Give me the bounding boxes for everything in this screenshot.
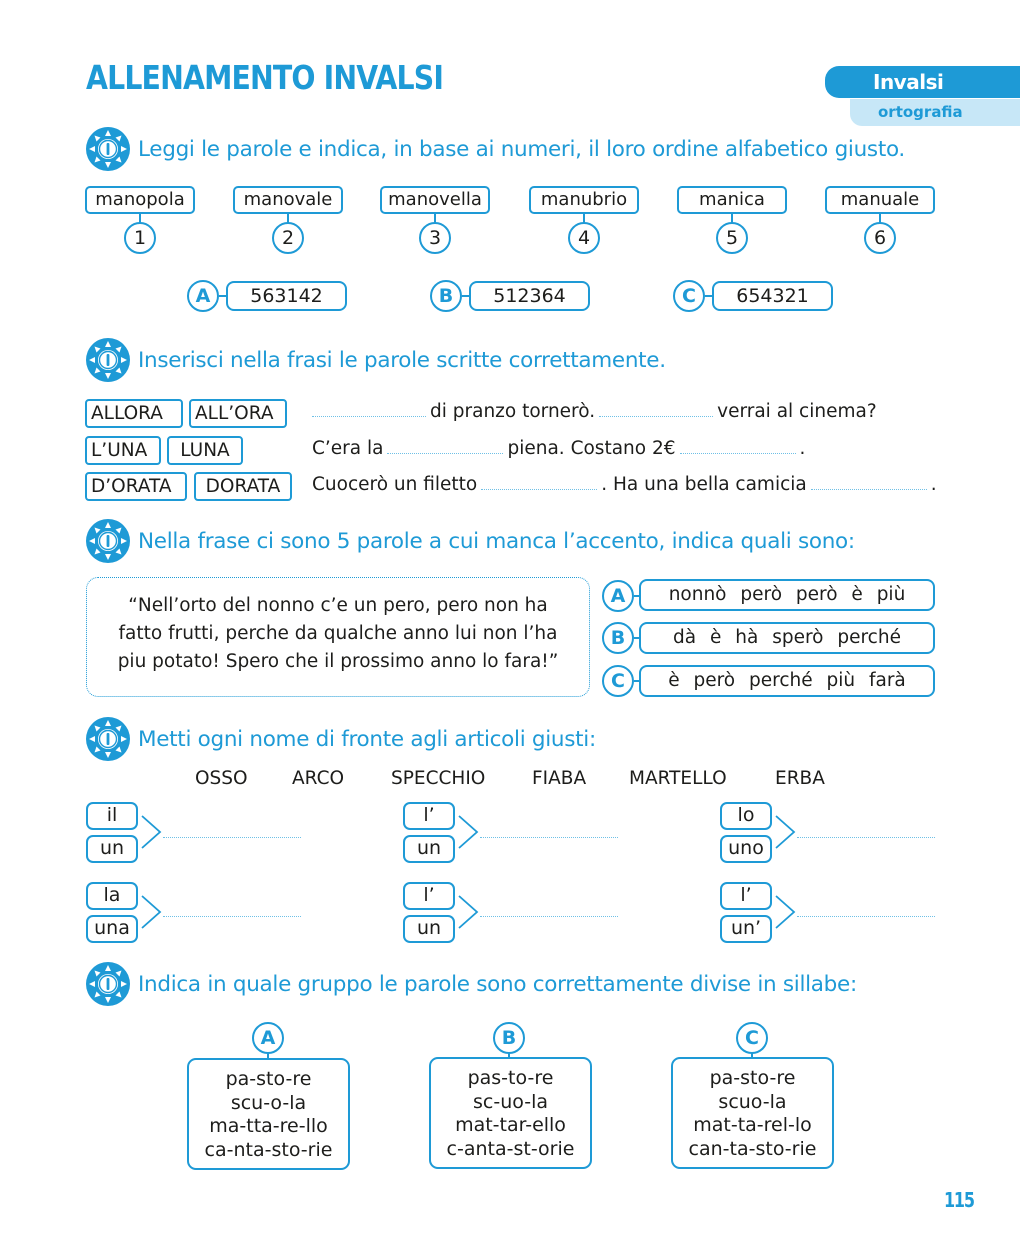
answer-line[interactable] [480, 837, 618, 838]
syllable-word: mat-ta-rel-lo [693, 1114, 812, 1136]
article-box: un’ [720, 915, 772, 943]
choice-word: LUNA [167, 436, 243, 465]
word-box: manica [677, 186, 787, 214]
option-b-value[interactable]: 512364 [469, 281, 590, 311]
quote-box [86, 577, 590, 697]
syllable-word: pas-to-re [467, 1067, 554, 1089]
bracket-arrow-icon [140, 884, 162, 940]
exercise-instruction: Inserisci nella frasi le parole scritte correttamente. [138, 347, 666, 373]
page-number: 115 [944, 1188, 974, 1212]
answer-line[interactable] [480, 916, 618, 917]
bracket-arrow-icon [774, 804, 796, 860]
syllable-word: ma-tta-re-llo [209, 1115, 328, 1137]
syllable-word: sc-uo-la [473, 1090, 548, 1113]
sentence [312, 401, 877, 422]
article-box: un [403, 915, 455, 943]
option-c-value[interactable]: è però perché più farà [639, 665, 935, 697]
syllable-box [671, 1057, 834, 1169]
answer-line[interactable] [163, 837, 301, 838]
syllable-word: c-anta-st-orie [446, 1137, 575, 1160]
blank-field[interactable] [599, 416, 713, 417]
word-box: manovale [233, 186, 343, 214]
section-tab: Invalsi [825, 66, 1020, 98]
sentence-text: Cuocerò un filetto [312, 474, 478, 495]
word-box: manopola [85, 186, 195, 214]
blank-field[interactable] [680, 453, 796, 454]
bracket-arrow-icon [457, 884, 479, 940]
article-box: uno [720, 835, 772, 863]
noun-word: MARTELLO [629, 768, 727, 789]
option-c-value[interactable]: 654321 [712, 281, 833, 311]
number-circle: 3 [419, 222, 451, 254]
noun-word: SPECCHIO [391, 768, 486, 789]
blank-field[interactable] [312, 416, 426, 417]
sentence-text: . Ha una bella camicia [601, 474, 807, 495]
bracket-arrow-icon [457, 804, 479, 860]
syllable-word: ca-nta-sto-rie [204, 1138, 333, 1161]
noun-word: ARCO [292, 768, 345, 789]
article-box: una [86, 915, 138, 943]
option-b-radio[interactable]: B [602, 622, 634, 654]
syllable-box [429, 1057, 592, 1169]
word-box: manuale [825, 186, 935, 214]
option-c-radio[interactable]: C [602, 665, 634, 697]
choice-word: DORATA [194, 472, 292, 501]
syllable-word: pa-sto-re [709, 1067, 796, 1089]
invalsi-sun-icon [86, 962, 130, 1006]
bracket-arrow-icon [140, 804, 162, 860]
noun-word: OSSO [195, 768, 248, 789]
exercise-instruction: Leggi le parole e indica, in base ai numeri, il loro ordine alfabetico giusto. [138, 136, 905, 162]
noun-word: FIABA [532, 768, 587, 789]
blank-field[interactable] [481, 489, 597, 490]
noun-word: ERBA [775, 768, 825, 789]
exercise-instruction: Indica in quale gruppo le parole sono correttamente divise in sillabe: [138, 971, 857, 997]
choice-word: ALL’ORA [189, 399, 287, 428]
sentence-text: . [799, 438, 806, 459]
word-box: manovella [380, 186, 490, 214]
article-box: l’ [720, 882, 772, 910]
article-box: l’ [403, 802, 455, 830]
number-circle: 2 [272, 222, 304, 254]
choice-word: D’ORATA [85, 472, 187, 501]
option-b-radio[interactable]: B [430, 280, 462, 312]
article-box: lo [720, 802, 772, 830]
option-a-value[interactable]: 563142 [226, 281, 347, 311]
exercise-instruction: Nella frase ci sono 5 parole a cui manca l’accento, indica quali sono: [138, 528, 855, 554]
group-a-radio[interactable]: A [252, 1022, 284, 1054]
number-circle: 6 [864, 222, 896, 254]
sentence-text: di pranzo tornerò. [430, 401, 596, 422]
article-box: un [86, 835, 138, 863]
blank-field[interactable] [387, 453, 503, 454]
option-b-value[interactable]: dà è hà sperò perché [639, 622, 935, 654]
article-box: l’ [403, 882, 455, 910]
page-title: ALLENAMENTO INVALSI [86, 58, 444, 97]
syllable-word: can-ta-sto-rie [688, 1137, 817, 1160]
invalsi-sun-icon [86, 338, 130, 382]
exercise-2-heading [86, 338, 666, 382]
option-a-value[interactable]: nonnò però però è più [639, 579, 935, 611]
quote-line: “Nell’orto del nonno c’e un pero, pero non ha [128, 595, 548, 616]
invalsi-sun-icon [86, 717, 130, 761]
exercise-3-heading [86, 519, 855, 563]
answer-line[interactable] [163, 916, 301, 917]
quote-line: fatto frutti, perche da qualche anno lui non l’ha [118, 623, 558, 644]
syllable-word: mat-tar-ello [455, 1114, 566, 1136]
number-circle: 5 [716, 222, 748, 254]
sentence [312, 438, 805, 459]
bracket-arrow-icon [774, 884, 796, 940]
blank-field[interactable] [811, 489, 927, 490]
answer-line[interactable] [797, 916, 935, 917]
group-b-radio[interactable]: B [493, 1022, 525, 1054]
article-box: un [403, 835, 455, 863]
quote-line: piu potato! Spero che il prossimo anno lo fara!” [117, 651, 559, 672]
section-subtab: ortografia [850, 99, 1020, 126]
choice-word: ALLORA [85, 399, 183, 428]
syllable-word: scuo-la [718, 1090, 787, 1113]
word-box: manubrio [529, 186, 639, 214]
group-c-radio[interactable]: C [736, 1022, 768, 1054]
article-box: la [86, 882, 138, 910]
sentence-text: verrai al cinema? [717, 401, 877, 422]
exercise-5-heading [86, 962, 857, 1006]
syllable-word: pa-sto-re [225, 1068, 312, 1090]
article-box: il [86, 802, 138, 830]
number-circle: 4 [568, 222, 600, 254]
sentence-text: piena. Costano 2€ [507, 438, 676, 459]
exercise-4-heading [86, 717, 596, 761]
option-a-radio[interactable]: A [602, 580, 634, 612]
choice-word: L’UNA [85, 436, 161, 465]
number-circle: 1 [124, 222, 156, 254]
invalsi-sun-icon [86, 519, 130, 563]
sentence-text: C’era la [312, 438, 384, 459]
answer-line[interactable] [797, 837, 935, 838]
syllable-word: scu-o-la [230, 1091, 307, 1114]
option-a-radio[interactable]: A [187, 280, 219, 312]
sentence-text: . [930, 474, 937, 495]
exercise-1-heading [86, 127, 905, 171]
syllable-box [187, 1058, 350, 1170]
exercise-instruction: Metti ogni nome di fronte agli articoli giusti: [138, 726, 596, 752]
invalsi-sun-icon [86, 127, 130, 171]
option-c-radio[interactable]: C [673, 280, 705, 312]
sentence [312, 474, 937, 495]
